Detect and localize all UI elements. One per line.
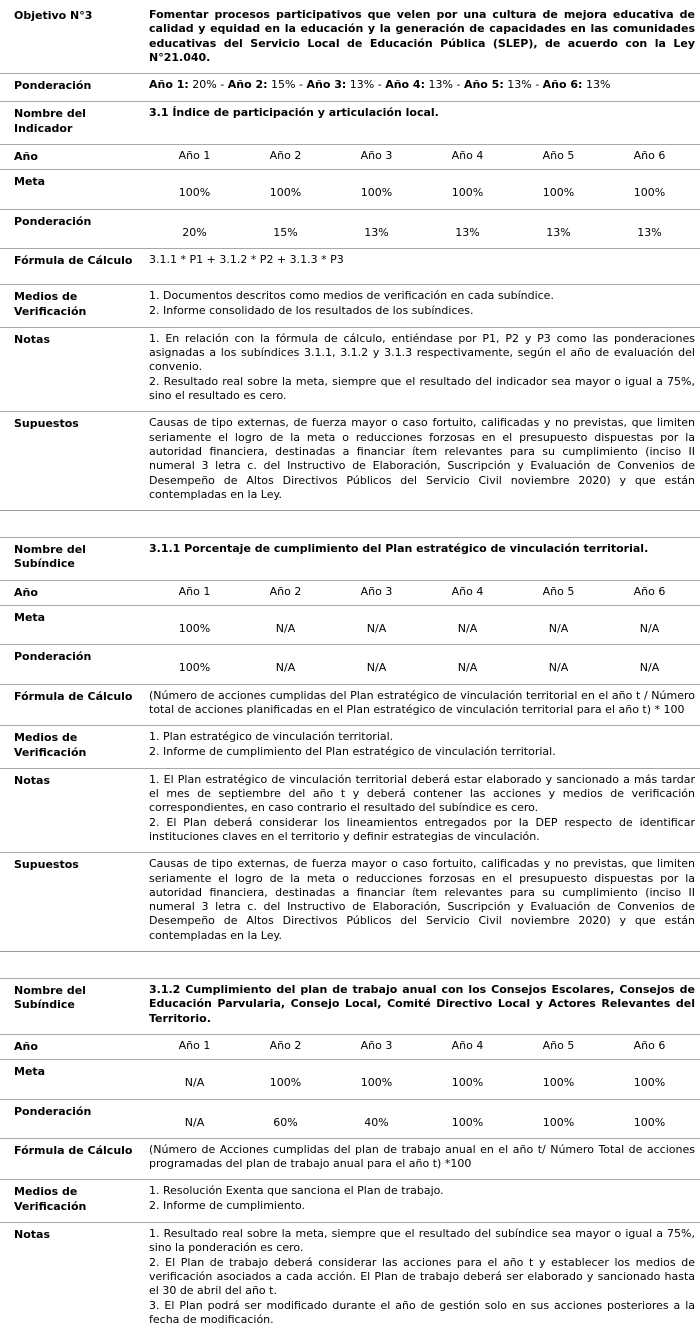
ponderacion-global-values [149,78,700,93]
ponderacion-label: Ponderación [14,650,92,664]
medios-item: 2. Informe de cumplimiento del Plan estratégico de vinculación territorial. [149,744,556,758]
nota-item: 1. En relación con la fórmula de cálculo, entiéndase por P1, P2 y P3 como las ponderaciones asignadas a los subíndices 3.1.1, 3.1.2 y 3.1.3 respectivamente, según el año de evaluación del convenio. [149,331,695,374]
anio-1-label: Año 1: [149,78,189,92]
ponderacion-global-label: Ponderación [14,79,92,93]
anio-6-label: Año 6: [542,78,583,92]
meta-value: 100% [360,186,393,200]
anio-col: Año 3 [360,1038,393,1052]
separator: - [456,78,461,92]
formula-label: Fórmula de Cálculo [14,1143,133,1157]
nombre-indicador-text: 3.1 Índice de participación y articulación local. [149,106,439,120]
anio-col: Año 5 [542,149,575,163]
anio-label: Año [14,150,38,164]
nombre-subindice-text: 3.1.2 Cumplimiento del plan de trabajo anual con los Consejos Escolares, Consejos de Educación Parvularia, Consejo Local, Comité Directivo Local y Actores Relevantes del Territorio. [149,983,695,1025]
formula-row [0,684,700,726]
meta-row [0,169,700,208]
anio-headers [149,1039,700,1054]
formula-text: (Número de Acciones cumplidas del plan de trabajo anual en el año t/ Número Total de acciones programadas del plan de trabajo anual para el año t) *100 [149,1142,695,1171]
formula-text: (Número de acciones cumplidas del Plan estratégico de vinculación territorial en el año t / Número total de acciones planificadas en el Plan estratégico de vinculación territorial para el año t) * 100 [149,688,695,716]
supuestos-text: Causas de tipo externas, de fuerza mayor o caso fortuito, calificadas y no previstas, que limiten seriamente el logro de la meta o reducciones forzosas en el presupuesto dispuestas por la autoridad financiera, destinadas a financiar ítem relevantes para su cumplimiento (inciso II numeral 3 letra c. del Instructivo de Elaboración, Suscripción y Evaluación de Convenios de Desempeño de Altos Directivos Públicos del Servicio Civil noviembre 2020) y que están contempladas en la Ley. [149,416,695,501]
anio-col: Año 4 [451,149,484,163]
medios-item: 1. Plan estratégico de vinculación territorial. [149,730,394,744]
anio-row [0,144,700,169]
ponderacion-row [0,644,700,683]
notas-label: Notas [14,332,50,346]
nombre-subindice-row [0,978,700,1034]
ponderacion-label: Ponderación [14,214,92,228]
formula-label: Fórmula de Cálculo [14,689,133,703]
meta-value: 100% [178,622,211,636]
anio-col: Año 1 [178,584,211,598]
medios-list [149,1184,700,1214]
formula-row [0,248,700,284]
anio-5-value: 13% [507,78,532,92]
notas-list [149,1227,700,1327]
meta-row [0,605,700,644]
anio-col: Año 5 [542,584,575,598]
anio-col: Año 3 [360,584,393,598]
ponderacion-value: 13% [546,225,571,239]
ponderacion-value: N/A [366,661,387,675]
ponderacion-value: 20% [182,225,207,239]
nombre-subindice-text: 3.1.1 Porcentaje de cumplimiento del Plan estratégico de vinculación territorial. [149,542,649,556]
anio-col: Año 5 [542,1038,575,1052]
meta-row [0,1059,700,1098]
separator: - [377,78,382,92]
nota-item: 2. Resultado real sobre la meta, siempre que el resultado del indicador sea mayor o igual a 75%, sino el resultado es cero. [149,374,695,403]
anio-headers [149,149,700,164]
medios-item: 1. Documentos descritos como medios de verificación en cada subíndice. [149,289,554,303]
notas-label: Notas [14,1228,50,1242]
ponderacion-value: 100% [178,661,211,675]
nombre-subindice-row [0,537,700,580]
anio-col: Año 4 [451,1038,484,1052]
meta-values [149,1064,700,1090]
anio-row [0,1034,700,1059]
medios-label: Medios de Verificación [14,731,87,759]
ponderacion-value: 40% [364,1115,389,1129]
formula-label: Fórmula de Cálculo [14,253,133,267]
medios-label: Medios de Verificación [14,1185,87,1213]
medios-label: Medios de Verificación [14,290,87,318]
ponderacion-values [149,649,700,675]
ponderacion-value: N/A [548,661,569,675]
ponderacion-value: 60% [273,1115,298,1129]
medios-list [149,289,700,319]
ponderacion-value: 100% [451,1115,484,1129]
medios-row [0,284,700,327]
supuestos-label: Supuestos [14,858,79,872]
ponderacion-values [149,214,700,240]
ponderacion-value: 100% [633,1115,666,1129]
notas-row [0,1222,700,1335]
meta-value: 100% [542,1076,575,1090]
anio-col: Año 3 [360,149,393,163]
ponderacion-value: 100% [542,1115,575,1129]
ponderacion-label: Ponderación [14,1104,92,1118]
anio-3-value: 13% [349,78,375,92]
meta-value: 100% [451,1076,484,1090]
anio-2-value: 15% [271,78,296,92]
meta-value: 100% [633,1076,666,1090]
ponderacion-row [0,209,700,248]
meta-label: Meta [14,1065,46,1079]
anio-row [0,580,700,605]
anio-4-value: 13% [428,78,453,92]
anio-col: Año 2 [269,584,302,598]
meta-label: Meta [14,175,46,189]
objetivo-row [0,4,700,73]
meta-value: 100% [178,186,211,200]
anio-2-label: Año 2: [227,78,268,92]
meta-value: 100% [542,186,575,200]
objetivo-label: Objetivo N°3 [14,9,93,22]
meta-value: N/A [275,622,296,636]
meta-value: 100% [269,186,302,200]
separator: - [535,78,540,92]
supuestos-label: Supuestos [14,417,79,431]
formula-row [0,1138,700,1180]
ponderacion-value: 13% [637,225,662,239]
separator: - [220,78,225,92]
meta-value: N/A [184,1076,205,1090]
ponderacion-values [149,1104,700,1130]
anio-col: Año 6 [633,149,666,163]
separator: - [298,78,303,92]
formula-text: 3.1.1 * P1 + 3.1.2 * P2 + 3.1.3 * P3 [149,252,344,266]
nombre-subindice-label: Nombre del Subíndice [14,543,86,571]
supuestos-row [0,411,700,510]
ponderacion-value: N/A [457,661,478,675]
subindice-311-block [0,537,700,952]
nombre-subindice-label: Nombre del Subíndice [14,984,86,1012]
medios-list [149,730,700,760]
meta-value: 100% [451,186,484,200]
anio-col: Año 2 [269,149,302,163]
notas-row [0,768,700,852]
medios-row [0,1179,700,1222]
anio-5-label: Año 5: [463,78,504,92]
anio-headers [149,585,700,600]
meta-value: N/A [639,622,660,636]
objetivo-indicador-block [0,4,700,511]
anio-4-label: Año 4: [385,78,425,92]
notas-label: Notas [14,773,50,787]
medios-item: 1. Resolución Exenta que sanciona el Plan de trabajo. [149,1184,444,1198]
notas-list [149,773,700,844]
nota-item: 1. Resultado real sobre la meta, siempre que el resultado del subíndice sea mayor o igual a 75%, sino la ponderación es cero. [149,1227,695,1255]
notas-row [0,327,700,411]
meta-value: N/A [366,622,387,636]
ponderacion-value: N/A [639,661,660,675]
anio-col: Año 6 [633,584,666,598]
anio-col: Año 4 [451,584,484,598]
ponderacion-value: N/A [275,661,296,675]
meta-label: Meta [14,611,46,625]
anio-label: Año [14,1039,38,1053]
meta-value: 100% [269,1076,302,1090]
ponderacion-value: N/A [184,1115,205,1129]
nota-item: 3. El Plan podrá ser modificado durante el año de gestión solo en sus acciones posteriores a la fecha de modificación. [149,1298,695,1326]
ponderacion-global-row [0,73,700,101]
medios-item: 2. Informe de cumplimiento. [149,1198,306,1212]
anio-label: Año [14,585,38,599]
ponderacion-value: 13% [455,225,480,239]
anio-6-value: 13% [585,78,611,92]
notas-list [149,332,700,403]
supuestos-row [0,852,700,951]
anio-col: Año 6 [633,1038,666,1052]
nota-item: 2. El Plan deberá considerar los lineamientos entregados por la DEP respecto de identificar instituciones claves en el territorio y definir estrategias de vinculación. [149,815,695,843]
nota-item: 1. El Plan estratégico de vinculación territorial deberá estar elaborado y sancionado a más tardar el mes de septiembre del año t y deberá contener las acciones y medios de verificación correspondientes, en caso contrario el resultado del subíndice es cero. [149,772,695,815]
ponderacion-value: 15% [273,225,298,239]
meta-value: 100% [360,1076,393,1090]
anio-col: Año 1 [178,1038,211,1052]
ponderacion-value: 13% [364,225,389,239]
meta-values [149,610,700,636]
anio-1-value: 20% [192,78,217,92]
meta-value: N/A [548,622,569,636]
subindice-312-block [0,978,700,1335]
meta-value: 100% [633,186,666,200]
ponderacion-row [0,1099,700,1138]
anio-col: Año 1 [178,149,211,163]
medios-item: 2. Informe consolidado de los resultados de los subíndices. [149,303,474,317]
anio-col: Año 2 [269,1038,302,1052]
nombre-indicador-label: Nombre del Indicador [14,107,86,135]
objetivo-text: Fomentar procesos participativos que velen por una cultura de mejora educativa de calidad y equidad en la educación y la generación de capacidades en las comunidades educativas del Servicio Local de Educación Pública (SLEP), de acuerdo con la Ley N°21.040. [149,8,695,64]
anio-3-label: Año 3: [306,78,347,92]
nota-item: 2. El Plan de trabajo deberá considerar las acciones para el año t y establecer los medios de verificación asociados a cada acción. El Plan de trabajo deberá ser elaborado y sancionado hasta el 30 de abril del año t. [149,1255,695,1298]
meta-value: N/A [457,622,478,636]
medios-row [0,725,700,768]
nombre-indicador-row [0,101,700,144]
meta-values [149,174,700,200]
supuestos-text: Causas de tipo externas, de fuerza mayor o caso fortuito, calificadas y no previstas, que limiten seriamente el logro de la meta o reducciones forzosas en el presupuesto dispuestas por la autoridad financiera, destinadas a financiar ítem relevantes para su cumplimiento (inciso II numeral 3 letra c. del Instructivo de Elaboración, Suscripción y Evaluación de Convenios de Desempeño de Altos Directivos Públicos del Servicio Civil noviembre 2020) y que están contempladas en la Ley. [149,857,695,942]
